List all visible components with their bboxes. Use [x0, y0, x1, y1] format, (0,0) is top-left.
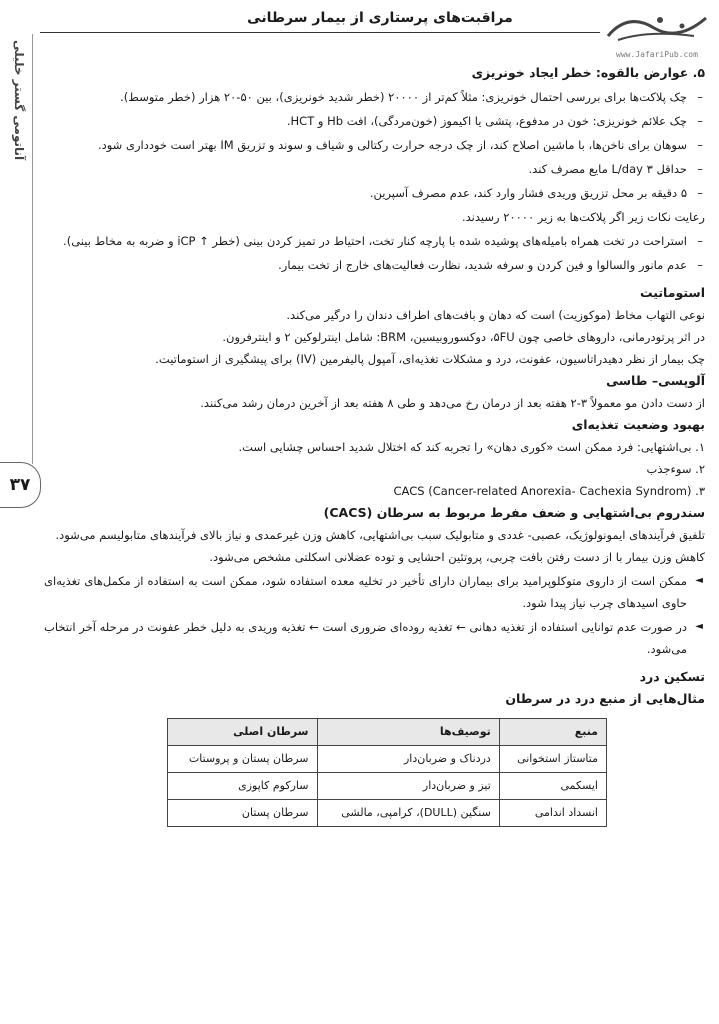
table-row [168, 773, 607, 800]
pain-source-table [167, 718, 607, 827]
paragraph: از دست دادن مو معمولاً ۳-۲ هفته بعد از درمان رخ می‌دهد و طی ۸ هفته بعد از آخرین درمان رشد می‌کنند. [200, 396, 705, 410]
section-heading-pain: تسکین درد [639, 669, 705, 684]
section-heading-cacs: سندروم بی‌اشتهایی و ضعف مفرط مربوط به سرطان (CACS) [323, 505, 705, 520]
list-item: ۳. CACS (Cancer-related Anorexia- Cachexia Syndrom) [393, 484, 705, 498]
list-item: ۲. سوءجذب [646, 462, 705, 476]
list-item: – عدم مانور والسالوا و فین کردن و سرفه شدید، نظارت فعالیت‌های خارج از تخت بیمار. [278, 258, 703, 272]
table-cell: سارکوم کاپوزی [168, 773, 318, 800]
list-item: – استراحت در تخت همراه بامیله‌های پوشیده شده با پارچه کنار تخت، احتیاط در تمیز کردن بینی (خطر ↑ iCP و ضربه به مخاط بینی). [63, 234, 703, 248]
list-item: ۱. بی‌اشتهایی: فرد ممکن است «کوری دهان» را تجربه کند که اختلال شدید احساس چشایی است. [238, 440, 705, 454]
publisher-logo-icon [598, 6, 716, 50]
table-cell: متاستاز استخوانی [499, 746, 606, 773]
table-cell: سنگین (DULL)، کرامپی، مالشی [317, 800, 499, 827]
publisher-url: www.JafariPub.com [616, 50, 698, 59]
table-row [168, 746, 607, 773]
table-header-cell: توصیف‌ها [317, 719, 499, 746]
table-header-cell: منبع [499, 719, 606, 746]
section-heading-nutrition: بهبود وضعیت تغذیه‌ای [571, 417, 705, 432]
table-header-row [168, 719, 607, 746]
list-item: ◄ ممکن است از داروی متوکلوپرامید برای بیماران دارای تأخیر در تخلیه معده استفاده شود، ممکن است به استفاده از مکمل‌های تغذیه‌ای حاوی اسیدهای چرب نیاز پیدا شود. [44, 570, 705, 614]
section-heading-alopecia: آلوپسی– طاسی [606, 373, 705, 388]
section-heading-stomatitis: استوماتیت [640, 285, 705, 300]
page-content [44, 62, 705, 827]
list-item: – چک پلاکت‌ها برای بررسی احتمال خونریزی: مثلاً کم‌تر از ۲۰۰۰۰ (خطر شدید خونریزی)، بین ۵۰-۲۰ هزار (خطر متوسط). [120, 90, 703, 104]
paragraph: نوعی التهاب مخاط (موکوزیت) است که دهان و بافت‌های اطراف دندان را درگیر می‌کند. [286, 308, 705, 322]
paragraph: تلفیق فرآیندهای ایمونولوژیک، عصبی- غددی و متابولیک سبب بی‌اشتهایی، کاهش وزن غیرعمدی و نیاز بالای فرآیندهای متابولیسم می‌شود. [55, 528, 705, 542]
bleeding-note: رعایت نکات زیر اگر پلاکت‌ها به زیر ۲۰۰۰۰ رسیدند. [461, 210, 705, 224]
table-cell: انسداد اندامی [499, 800, 606, 827]
table-header-cell: سرطان اصلی [168, 719, 318, 746]
arrow-bullet-icon: ◄ [695, 575, 703, 586]
paragraph: چک بیمار از نظر دهیدراتاسیون، عفونت، درد و مشکلات تغذیه‌ای، آمپول پالیفرمین (IV) برای پیشگیری از استوماتیت. [155, 352, 705, 366]
header-rule [40, 32, 600, 33]
page-header-title: مراقبت‌های پرستاری از بیمار سرطانی [247, 10, 513, 26]
table-cell: ایسکمی [499, 773, 606, 800]
table-cell: سرطان پستان و پروستات [168, 746, 318, 773]
table-cell: تیز و ضربان‌دار [317, 773, 499, 800]
paragraph: در اثر پرتودرمانی، داروهای خاصی چون ۵FU، دوکسوروبیسین، BRM: شامل اینترلوکین ۲ و اینترفرون. [222, 330, 705, 344]
list-item: ◄ در صورت عدم توانایی استفاده از تغذیه دهانی ← تغذیه روده‌ای ضروری است ← تغذیه وریدی به دلیل خطر عفونت در مرحله آخر انتخاب می‌شود. [44, 616, 705, 660]
pain-subheading: مثال‌هایی از منبع درد در سرطان [505, 691, 705, 706]
arrow-bullet-icon: ◄ [695, 621, 703, 632]
table-cell: دردناک و ضربان‌دار [317, 746, 499, 773]
table-row [168, 800, 607, 827]
page-number: ۳۷ [0, 462, 41, 508]
section-heading-bleeding: ۵. عوارض بالقوه: خطر ایجاد خونریزی [471, 65, 705, 80]
list-item: – چک علائم خونریزی: خون در مدفوع، پتشی یا اکیموز (خون‌مردگی)، افت Hb و HCT. [286, 114, 703, 128]
paragraph: کاهش وزن بیمار با از دست رفتن بافت چربی، پروتئین احشایی و توده عضلانی اسکلتی مشخص می‌شود. [209, 550, 705, 564]
publisher-logo [598, 6, 716, 64]
side-band-text: آناتومی‌ گستر خلیلی [12, 40, 26, 161]
list-item: – حداقل ۳ L/day مایع مصرف کند. [528, 162, 703, 176]
list-item: – ۵ دقیقه بر محل تزریق وریدی فشار وارد کند، عدم مصرف آسپرین. [369, 186, 703, 200]
table-cell: سرطان پستان [168, 800, 318, 827]
list-item: – سوهان برای ناخن‌ها، با ماشین اصلاح کند، از چک درجه حرارت رکتالی و شیاف و سوند و تزریق IM بهتر است خودداری شود. [97, 138, 703, 152]
